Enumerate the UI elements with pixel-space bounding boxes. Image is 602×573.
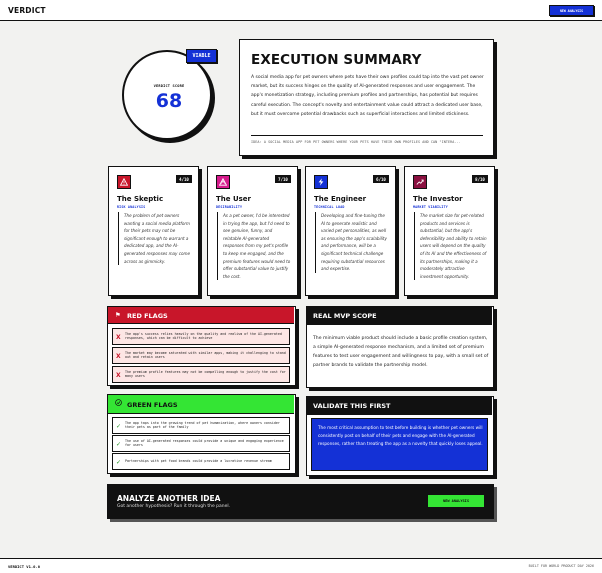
check-icon: ✓: [116, 423, 122, 430]
footer: [0, 558, 602, 573]
persona-quote: The market size for pet-related products and services is substantial, but the app's defensibility and ability to retain users will depend on the quality of its AI and the effectiveness of its partnerships, making it a moderately attractive investment opportunity.: [414, 212, 488, 280]
persona-quote: As a pet owner, I'd be interested in trying the app, but I'd need to see genuine, funny, and relatable AI-generated responses from my pet's profile to keep me engaged, and the premium features would need to offer substantial value to justify the cost.: [217, 212, 291, 280]
validate-first-body: The most critical assumption to test before building is whether pet owners will consistently post on behalf of their pets and engage with the AI-generated responses, rather than treating the app as a novelty that quickly loses appeal.: [318, 425, 483, 447]
idea-line: IDEA: A SOCIAL MEDIA APP FOR PET OWNERS WHERE YOUR PETS HAVE THEIR OWN PROFILES AND CAN "INTERA...: [251, 140, 461, 144]
analyze-another-banner: [107, 484, 494, 519]
validate-first-card: [306, 396, 494, 476]
green-flag-item: [112, 417, 290, 434]
check-icon: ✓: [116, 441, 122, 448]
red-flags-title: RED FLAGS: [127, 312, 168, 320]
green-flags-panel: [107, 394, 296, 474]
persona-name: The Engineer: [314, 195, 367, 203]
persona-role: RISK ANALYSIS: [117, 205, 146, 209]
score-circle: [122, 50, 212, 140]
red-flags-header: [108, 307, 294, 324]
persona-card-skeptic: [108, 166, 199, 296]
green-flag-item: [112, 453, 290, 470]
score-value: 68: [155, 90, 183, 112]
validate-first-box: [311, 418, 488, 471]
red-flag-item: [112, 366, 290, 383]
validate-first-header: [307, 397, 492, 415]
persona-name: The Skeptic: [117, 195, 164, 203]
flag-icon: ⚑: [115, 311, 121, 319]
analyze-another-title: ANALYZE ANOTHER IDEA: [117, 494, 221, 503]
check-icon: ✓: [116, 459, 122, 466]
x-icon: X: [116, 372, 121, 379]
persona-card-engineer: [305, 166, 396, 296]
red-flag-text: The app's success relies heavily on the quality and realism of the AI-generated responses, which can be difficult to achieve: [125, 332, 282, 341]
x-icon: X: [116, 334, 121, 341]
check-circle-icon: [115, 399, 122, 408]
green-flag-text: The use of AI-generated responses could provide a unique and engaging experience for users: [125, 439, 284, 448]
persona-quote: Developing and fine-tuning the AI to generate realistic and varied pet personalities, as well as ensuring the app's scalability and performance, will be a significant technical challenge requiring substantial resources and expertise.: [315, 212, 389, 273]
mvp-scope-header: [307, 307, 492, 325]
new-analysis-cta-button[interactable]: NEW ANALYSIS: [427, 494, 485, 508]
execution-summary-body: A social media app for pet owners where pets have their own profiles could tap into the vast pet owner market, but its success hinges on the quality of AI-generated responses and user engagement. The app's monetization strategy, including premium profiles and partnerships, has potential but requires careful execution. The concept's novelty and entertainment value could attract a dedicated user base, but it must overcome potential drawbacks such as superficial interactions and limited stickiness.: [251, 75, 484, 117]
persona-quote: The problem of pet owners wanting a social media platform for their pets may not be significant enough to warrant a dedicated app, and the AI-generated responses may come across as gimmicky.: [118, 212, 192, 265]
persona-score: 7/10: [275, 175, 291, 183]
bolt-icon: [314, 175, 328, 189]
user-icon: [216, 175, 230, 189]
persona-role: MARKET VIABILITY: [413, 205, 448, 209]
verdict-score-card: [122, 50, 216, 144]
brand-logo[interactable]: VERDICT: [8, 6, 46, 15]
trend-up-icon: [413, 175, 427, 189]
red-flag-item: [112, 328, 290, 345]
persona-name: The User: [216, 195, 251, 203]
mvp-scope-card: [306, 306, 494, 388]
persona-name: The Investor: [413, 195, 463, 203]
analyze-another-subtitle: Got another hypothesis? Run it through the panel.: [117, 504, 231, 509]
persona-card-investor: [404, 166, 495, 296]
green-flags-title: GREEN FLAGS: [127, 401, 178, 409]
execution-summary-title: EXECUTION SUMMARY: [251, 52, 422, 68]
new-analysis-button[interactable]: NEW ANALYSIS: [549, 5, 594, 16]
mvp-scope-body: The minimum viable product should include a basic profile creation system, a simple AI-generated response mechanism, and a limited set of premium features to test user engagement and willingness to pay, with a small set of partner brands to validate the partnership model.: [313, 336, 489, 368]
green-flags-header: [108, 395, 294, 414]
persona-score: 8/10: [472, 175, 488, 183]
persona-role: TECHNICAL LOAD: [314, 205, 345, 209]
execution-summary-card: [239, 39, 494, 156]
persona-card-user: [207, 166, 298, 296]
red-flag-text: The premium profile features may not be compelling enough to justify the cost for many users: [125, 370, 286, 379]
green-flag-text: The app taps into the growing trend of pet humanization, where owners consider their pets as part of the family: [125, 421, 280, 430]
persona-score: 6/10: [373, 175, 389, 183]
warning-icon: [117, 175, 131, 189]
mvp-scope-title: REAL MVP SCOPE: [313, 312, 377, 320]
x-icon: X: [116, 353, 121, 360]
persona-role: DESIRABILITY: [216, 205, 243, 209]
red-flags-panel: [107, 306, 296, 386]
score-label: VERDICT SCORE: [153, 84, 185, 88]
footer-version: VERDICT V1.0.0: [8, 564, 41, 569]
validate-first-title: VALIDATE THIS FIRST: [313, 402, 391, 410]
red-flag-text: The market may become saturated with similar apps, making it challenging to stand out and retain users: [125, 351, 286, 360]
red-flag-item: [112, 347, 290, 364]
divider: [251, 135, 483, 136]
viable-badge: VIABLE: [186, 49, 217, 63]
top-bar: [0, 0, 602, 21]
green-flag-text: Partnerships with pet food brands could provide a lucrative revenue stream: [125, 459, 272, 463]
footer-credit: BUILT FOR WORLD PRODUCT DAY 2026: [528, 564, 594, 568]
green-flag-item: [112, 435, 290, 452]
persona-score: 4/10: [176, 175, 192, 183]
